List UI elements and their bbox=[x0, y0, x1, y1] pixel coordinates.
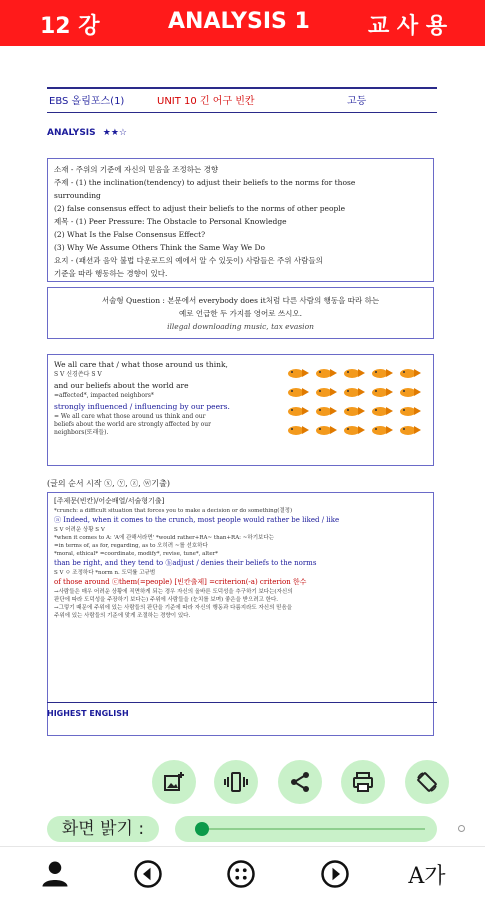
question-line: 예로 언급한 두 가지를 영어로 쓰시오. bbox=[179, 309, 302, 318]
syntax-line: of those around ⓒthem(=people) [빈칸출제] =criterion(-a) criterion 한수 bbox=[54, 578, 307, 586]
syntax-box bbox=[47, 492, 434, 736]
lecture-number: 12 강 bbox=[40, 14, 100, 39]
header-rule-bottom bbox=[47, 112, 437, 113]
fish-icon bbox=[316, 405, 338, 418]
page-title: ANALYSIS 1 bbox=[168, 9, 310, 34]
fish-icon bbox=[344, 424, 366, 437]
document-header bbox=[47, 87, 437, 113]
summary-line: surrounding bbox=[54, 191, 101, 200]
fish-icon bbox=[288, 405, 310, 418]
question-line: 서술형 Question : 본문에서 everybody does it처럼 다른 사람의 행동을 따라 하는 bbox=[101, 296, 380, 305]
sentence-note: neighbors(또래들). bbox=[54, 429, 109, 436]
syntax-line: →그렇기 때문에 주위에 있는 사람들의 판단을 기준에 따라 자신의 행동과 다름지라도 자신의 믿음을 bbox=[54, 605, 293, 611]
summary-line: 제목 - (1) Peer Pressure: The Obstacle to Personal Knowledge bbox=[54, 217, 287, 226]
document-footer bbox=[47, 702, 437, 718]
syntax-line: *when it comes to A: 'A에 관해서라면' *would rather+RA~ than+RA: ~하기보다는 bbox=[54, 535, 274, 541]
fish-icon bbox=[316, 386, 338, 399]
vibrate-button[interactable] bbox=[214, 760, 258, 804]
font-size-button[interactable] bbox=[408, 855, 446, 893]
next-circle-icon bbox=[320, 859, 350, 889]
teacher-edition-label: 교 사 용 bbox=[368, 14, 448, 39]
screen-rotation-icon bbox=[415, 770, 439, 794]
fish-icon bbox=[400, 367, 422, 380]
sequence-label: (글의 순서 시작 ⓧ, ⓨ, ⓩ, ⓦ기출) bbox=[47, 479, 170, 488]
syntax-line: S V ㅇ 조정하다 *norm n. 도덕률 고규범 bbox=[54, 570, 156, 576]
sentence-text bbox=[54, 358, 274, 437]
syntax-line: 주위에 있는 사람들의 기준에 맞게 조절하는 경향이 있다. bbox=[54, 613, 191, 619]
fish-icon bbox=[372, 367, 394, 380]
fish-icon bbox=[344, 386, 366, 399]
profile-button[interactable] bbox=[36, 855, 74, 893]
fish-icon bbox=[372, 386, 394, 399]
print-icon bbox=[351, 770, 375, 794]
fish-icon bbox=[400, 405, 422, 418]
analysis-heading bbox=[47, 128, 127, 138]
font-size-icon: A가 bbox=[408, 863, 446, 889]
fish-icon bbox=[288, 424, 310, 437]
syntax-line: →사람들은 매우 어려운 상황에 직면하게 되는 경우 자신의 올바른 도덕성을 추구하기 보다는(자신의 bbox=[54, 589, 293, 595]
fish-icon bbox=[400, 386, 422, 399]
sentence-note: beliefs about the world are strongly affected by our bbox=[54, 421, 211, 428]
summary-line: 소재 - 주위의 기준에 자신의 믿음을 조정하는 경향 bbox=[54, 165, 219, 174]
sentence-line: strongly influenced / influencing by our peers. bbox=[54, 402, 230, 411]
slider-track bbox=[197, 828, 425, 830]
brightness-slider[interactable] bbox=[175, 816, 437, 842]
textbook-name: EBS 올림포스(1) bbox=[49, 96, 125, 107]
summary-line: 주제 - (1) the inclination(tendency) to adjust their beliefs to the norms for those bbox=[54, 178, 356, 187]
slider-thumb[interactable] bbox=[195, 822, 209, 836]
fish-icon bbox=[400, 424, 422, 437]
syntax-line: *crunch: a difficult situation that forces you to make a decision or do something(결정) bbox=[54, 508, 293, 514]
person-icon bbox=[40, 859, 70, 889]
print-button[interactable] bbox=[341, 760, 385, 804]
grid-circle-icon bbox=[226, 859, 256, 889]
publisher-label: HIGHEST ENGLISH bbox=[47, 709, 129, 718]
sentence-annotation: =affected*, impacted neighbors* bbox=[54, 392, 154, 399]
indicator-dot bbox=[458, 825, 465, 832]
analysis-label: ANALYSIS bbox=[47, 128, 96, 138]
sentence-line: We all care that / what those around us think, bbox=[54, 360, 228, 369]
brightness-control bbox=[47, 816, 437, 842]
fish-icon bbox=[372, 405, 394, 418]
sentence-box bbox=[47, 354, 434, 466]
vibrate-icon bbox=[224, 770, 248, 794]
add-photo-button[interactable] bbox=[152, 760, 196, 804]
fish-icon bbox=[316, 367, 338, 380]
share-button[interactable] bbox=[278, 760, 322, 804]
summary-line: (2) What Is the False Consensus Effect? bbox=[54, 230, 206, 239]
unit-name: UNIT 10 긴 어구 빈칸 bbox=[157, 96, 255, 107]
brightness-label: 화면 밝기 : bbox=[47, 816, 159, 842]
fish-icon bbox=[372, 424, 394, 437]
share-icon bbox=[288, 770, 312, 794]
syntax-line: than be right, and they tend to ⓑadjust / denies their beliefs to the norms bbox=[54, 559, 317, 567]
app-header bbox=[0, 0, 485, 46]
footer-rule bbox=[47, 702, 437, 703]
fish-icon bbox=[288, 386, 310, 399]
sentence-line: and our beliefs about the world are bbox=[54, 381, 189, 390]
summary-line: 요지 - (패션과 음악 불법 다운로드의 예에서 알 수 있듯이) 사람들은 주위 사람들의 bbox=[54, 256, 323, 265]
fish-school-illustration bbox=[288, 367, 428, 437]
fish-icon bbox=[316, 424, 338, 437]
difficulty-stars: ★★☆ bbox=[102, 128, 127, 138]
rotate-screen-button[interactable] bbox=[405, 760, 449, 804]
syntax-line: 판단에 따라 도덕성을 주장하기 보다는) 주위에 사람들을 (눈치를 보며) 좋은을 받으려고 한다. bbox=[54, 597, 279, 603]
next-page-button[interactable] bbox=[316, 855, 354, 893]
syntax-line: =in terms of, as for, regarding, as to 오히려 ~를 선호하다 bbox=[54, 543, 208, 549]
sentence-note: = We all care what those around us think and our bbox=[54, 413, 206, 420]
fish-icon bbox=[344, 405, 366, 418]
previous-page-button[interactable] bbox=[129, 855, 167, 893]
summary-box bbox=[47, 158, 434, 282]
summary-line: (2) false consensus effect to adjust their beliefs to the norms of other people bbox=[54, 204, 346, 213]
summary-line: 기준을 따라 행동하는 경향이 있다. bbox=[54, 269, 168, 278]
syntax-line: ⓐ Indeed, when it comes to the crunch, most people would rather be liked / like bbox=[54, 516, 340, 524]
add-photo-icon bbox=[162, 770, 186, 794]
prev-circle-icon bbox=[133, 859, 163, 889]
syntax-line: S V 어려운 상황 S V bbox=[54, 527, 105, 533]
menu-button[interactable] bbox=[222, 855, 260, 893]
syntax-title: [주제문(빈칸)/어순배열/서술형기출] bbox=[54, 497, 165, 505]
question-answer: illegal downloading music, tax evasion bbox=[167, 322, 314, 331]
question-box bbox=[47, 287, 434, 339]
grade-level: 고등 bbox=[347, 96, 367, 107]
syntax-line: *moral, ethical* =coordinate, modify*, revise, tune*, alter* bbox=[54, 551, 219, 557]
fish-icon bbox=[288, 367, 310, 380]
fish-icon bbox=[344, 367, 366, 380]
summary-line: (3) Why We Assume Others Think the Same Way We Do bbox=[54, 243, 266, 252]
sentence-annotation: S V 신경쓴다 S V bbox=[54, 371, 102, 378]
bottom-navbar bbox=[0, 846, 485, 901]
